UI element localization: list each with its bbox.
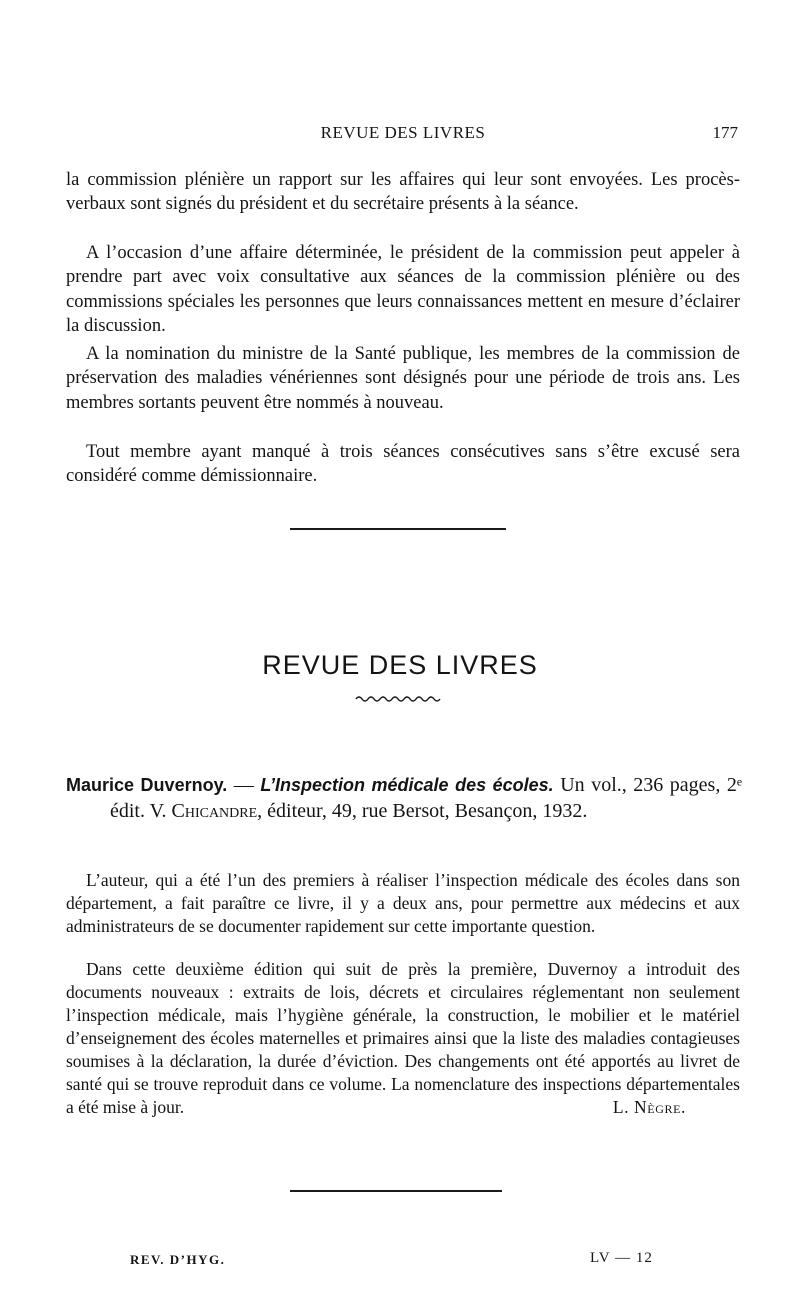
paragraph-commission-report: la commission plénière un rapport sur les affaires qui leur sont envoyées. Les procès-verbaux sont signés du président et du secrétaire présents à la séance. [66,170,740,215]
wavy-ornament-icon [355,694,441,704]
paragraph-consultative-members: A l’occasion d’une affaire déterminée, le président de la commission peut appeler à prendre part avec voix consultative aux séances de la commission plénière ou des commissions spéciales les personnes que leurs connaissances mettent en mesure d’éclairer la discussion. [66,243,740,336]
running-title: REVUE DES LIVRES [320,123,486,142]
footer-volume-sheet: LV — 12 [590,1250,653,1266]
book-details: Un vol., 236 pages, 2ᵉ édit. V. [110,774,743,822]
review-paragraph-edition [66,958,740,1119]
review-paragraph-intro: L’auteur, qui a été l’un des premiers à réaliser l’inspection médicale des écoles dans son département, a fait paraître ce livre, il y a deux ans, pour permettre aux médecins et aux administrateurs de se documenter rapidement sur cette importante question. [66,870,740,936]
book-title: L’Inspection médicale des écoles. [260,775,554,795]
section-title: REVUE DES LIVRES [262,650,538,680]
footer-journal: REV. D’HYG. [130,1252,226,1267]
book-publisher: Chicandre [171,800,258,822]
section-divider [290,528,506,530]
page-number: 177 [712,123,738,142]
book-author: Maurice Duvernoy. [66,775,228,795]
review-paragraph-edition-text: Dans cette deuxième édition qui suit de près la première, Duvernoy a introduit des documents nouveaux : extraits de lois, décrets et circulaires réglementant non seulement l’inspection médicale, mais l’hygiène générale, la construction, le mobilier et le matériel d’enseignement des écoles maternelles et primaires ainsi que la liste des maladies contagieuses soumises à la déclaration, la durée d’éviction. Des changements ont été apportés au livret de santé qui se trouve reproduit dans ce volume. La nomenclature des inspections départementales a été mise à jour. [66,959,740,1117]
review-signature: L. Nègre. [612,1097,686,1117]
book-publisher-address: , éditeur, 49, rue Bersot, Besançon, 1932. [257,800,588,822]
book-reference [66,772,742,824]
paragraph-member-appointment: A la nomination du ministre de la Santé publique, les membres de la commission de préservation des maladies vénériennes sont désignés pour une période de trois ans. Les membres sortants peuvent être nommés à nouveau. [66,344,740,413]
end-divider [290,1190,502,1192]
running-header [66,120,740,146]
reference-dash: — [227,774,261,796]
paragraph-absence-rule: Tout membre ayant manqué à trois séances consécutives sans s’être excusé sera considéré comme démissionnaire. [66,442,740,487]
